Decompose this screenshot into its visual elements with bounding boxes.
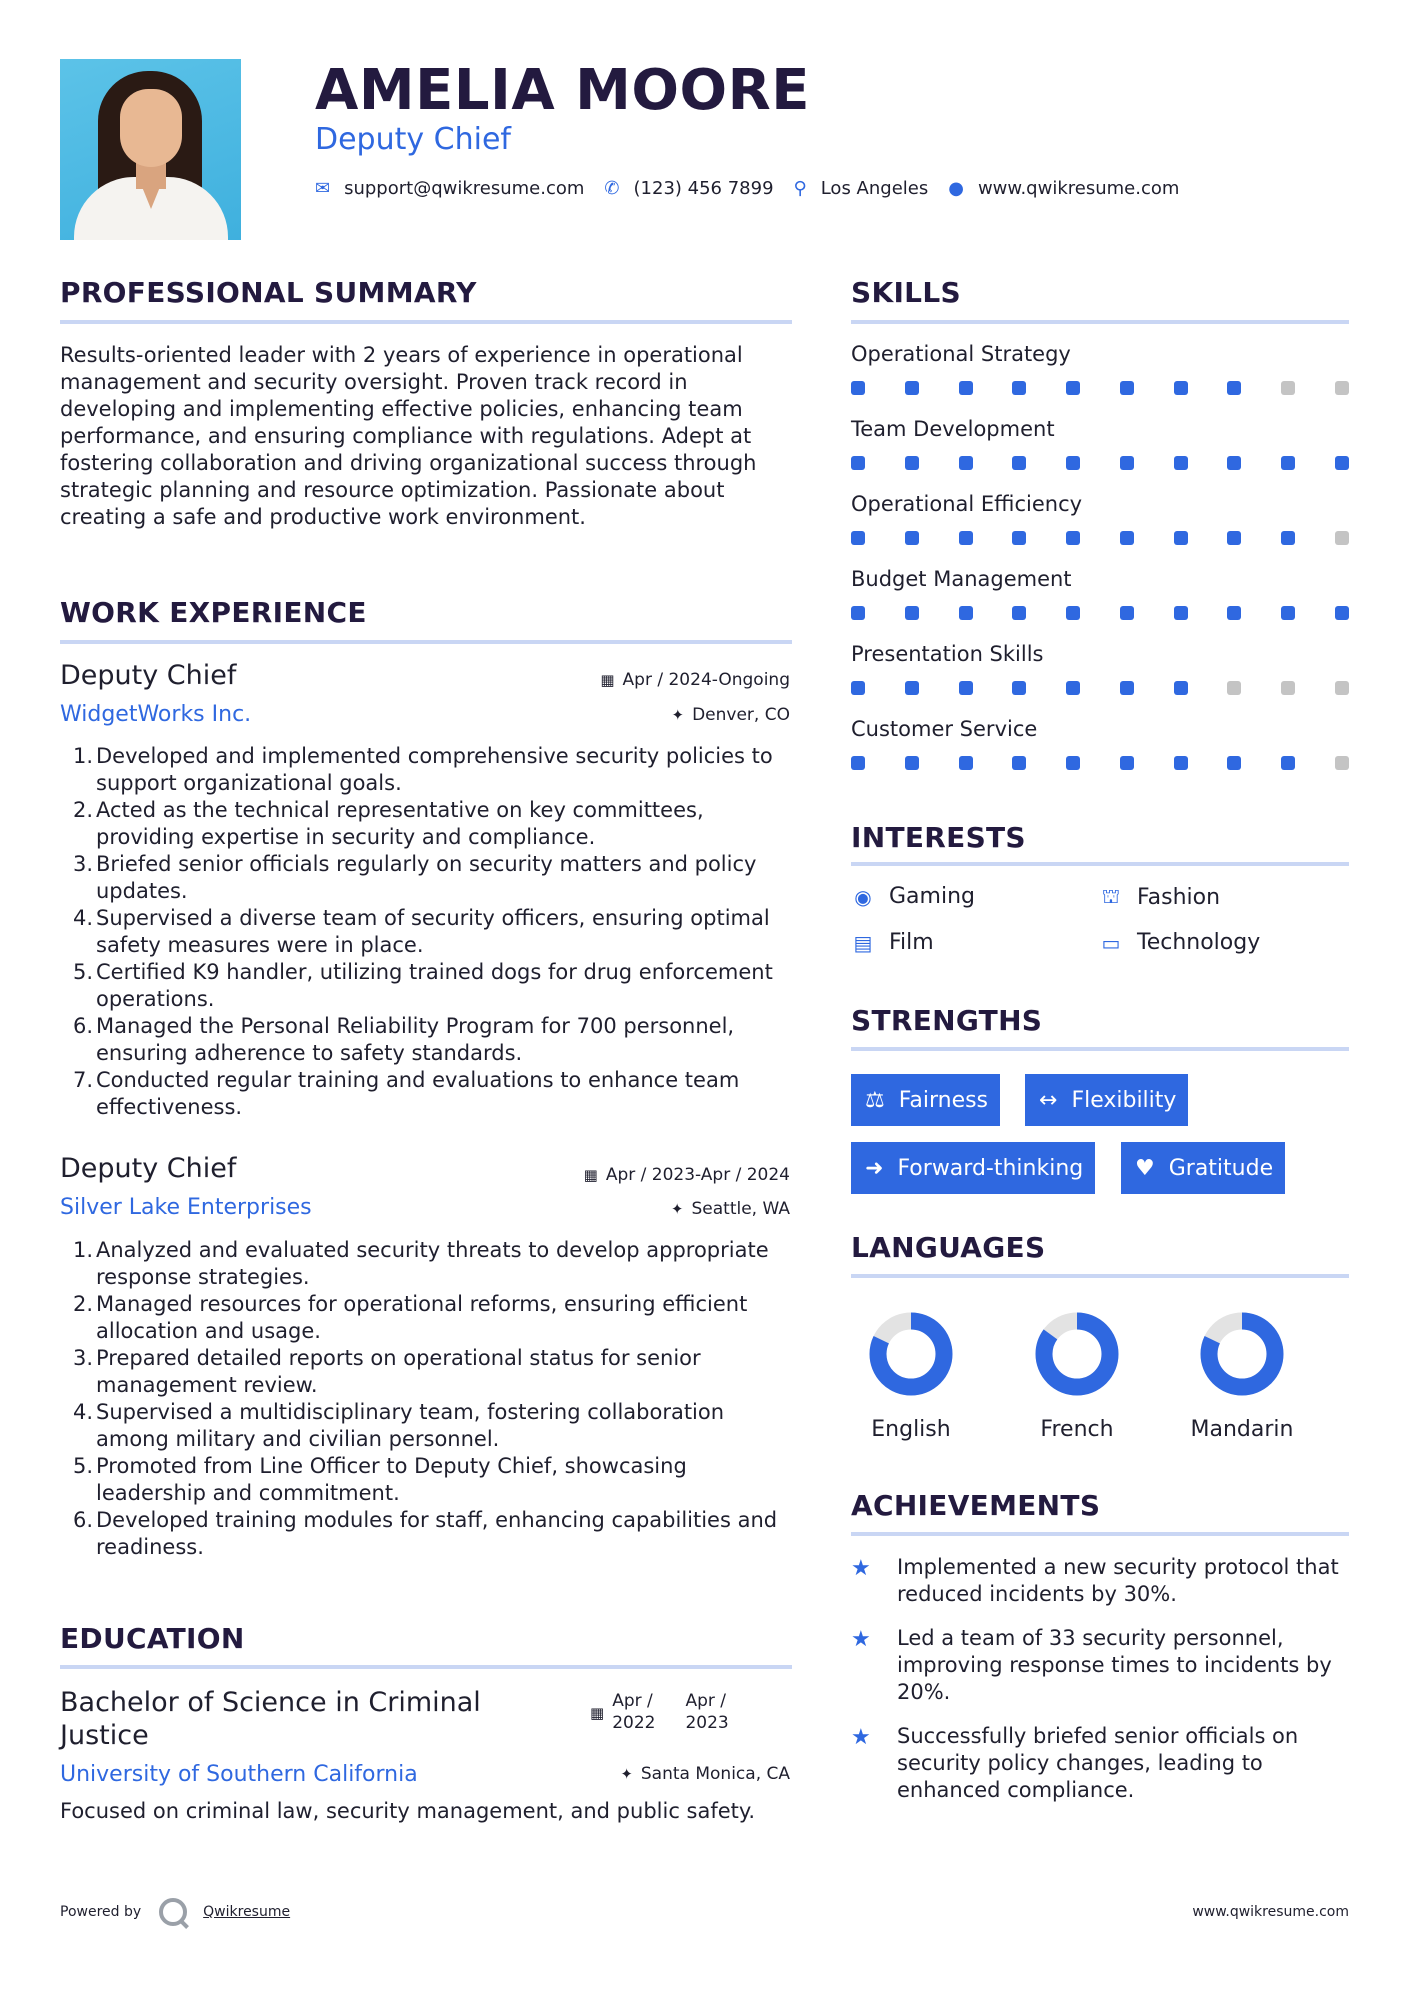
strengths-divider <box>851 1047 1349 1051</box>
skill-rating-dot <box>1066 756 1080 770</box>
skill-rating-dot <box>1174 606 1188 620</box>
skill-name: Presentation Skills <box>851 642 1044 666</box>
strength-chip <box>1025 1074 1188 1126</box>
job-bullets <box>78 743 794 1121</box>
skill-rating-dot <box>959 681 973 695</box>
laptop-icon: ▭ <box>1101 930 1121 955</box>
skill-rating-dot <box>1335 756 1349 770</box>
skill-rating-dot <box>1120 381 1134 395</box>
skill-rating <box>851 756 1349 770</box>
interests-heading: INTERESTS <box>851 821 1026 854</box>
skill-rating-dot <box>905 456 919 470</box>
skills-divider <box>851 320 1349 324</box>
candidate-name: AMELIA MOORE <box>315 58 810 123</box>
skill-rating-dot <box>1012 606 1026 620</box>
skill-rating <box>851 456 1349 470</box>
job-location: ✦ Denver, CO <box>671 705 790 725</box>
skill-rating-dot <box>1066 606 1080 620</box>
languages-divider <box>851 1274 1349 1278</box>
achievement-item <box>851 1554 1349 1608</box>
skill-rating-dot <box>1174 531 1188 545</box>
skill-rating-dot <box>1174 381 1188 395</box>
arrow-right-icon: ➜ <box>865 1155 884 1181</box>
skill-rating-dot <box>1012 381 1026 395</box>
language-proficiency-ring <box>867 1310 955 1398</box>
star-icon: ★ <box>851 1627 871 1652</box>
strength-label: Fairness <box>898 1087 989 1113</box>
job-dates: ▦ Apr / 2024-Ongoing <box>600 670 790 690</box>
skill-rating-dot <box>851 606 865 620</box>
work-heading: WORK EXPERIENCE <box>60 596 367 629</box>
skill-rating-dot <box>1227 681 1241 695</box>
summary-heading: PROFESSIONAL SUMMARY <box>60 276 477 309</box>
list-item: Developed and implemented comprehensive security policies to support organizational goals. <box>96 744 773 795</box>
calendar-icon: ▦ <box>590 1704 605 1722</box>
shopping-bag-icon: ⛫ <box>1101 884 1121 908</box>
skill-rating-dot <box>1120 681 1134 695</box>
skill-rating <box>851 606 1349 620</box>
gamepad-icon: ◉ <box>854 884 872 909</box>
interest-item <box>1099 884 1220 911</box>
achievements-heading: ACHIEVEMENTS <box>851 1489 1101 1522</box>
skill-name: Operational Strategy <box>851 342 1071 366</box>
skill-rating-dot <box>959 456 973 470</box>
job-title: Deputy Chief <box>60 660 237 691</box>
skill-item <box>851 415 1349 470</box>
job-company: Silver Lake Enterprises <box>60 1195 312 1220</box>
map-pin-icon: ⚲ <box>793 178 807 199</box>
heart-icon: ♥ <box>1135 1155 1155 1181</box>
skill-rating-dot <box>1174 456 1188 470</box>
skill-rating-dot <box>1281 606 1295 620</box>
list-item: Analyzed and evaluated security threats to develop appropriate response strategies. <box>96 1238 769 1289</box>
language-proficiency-ring <box>1198 1310 1286 1398</box>
skill-rating-dot <box>905 531 919 545</box>
skill-rating-dot <box>1281 756 1295 770</box>
skill-rating-dot <box>851 756 865 770</box>
skill-rating-dot <box>851 531 865 545</box>
interests-divider <box>851 862 1349 866</box>
skill-rating-dot <box>1120 531 1134 545</box>
job-location: ✦ Seattle, WA <box>670 1199 790 1219</box>
list-item: Promoted from Line Officer to Deputy Chief, showcasing leadership and commitment. <box>96 1454 687 1505</box>
language-item <box>1007 1310 1147 1444</box>
skill-rating-dot <box>1335 606 1349 620</box>
calendar-icon: ▦ <box>583 1166 598 1184</box>
skill-rating-dot <box>1012 756 1026 770</box>
education-dates: ▦ Apr / 2022 Apr / 2023 <box>590 1691 729 1733</box>
list-item: Prepared detailed reports on operational status for senior management review. <box>96 1346 701 1397</box>
skills-heading: SKILLS <box>851 276 961 309</box>
skill-rating-dot <box>1335 531 1349 545</box>
skill-rating <box>851 381 1349 395</box>
school-name: University of Southern California <box>60 1762 418 1787</box>
job-dates: ▦ Apr / 2023-Apr / 2024 <box>583 1165 790 1185</box>
skill-rating-dot <box>851 381 865 395</box>
skill-rating-dot <box>905 756 919 770</box>
skill-item <box>851 340 1349 395</box>
skill-rating-dot <box>1120 606 1134 620</box>
skill-rating-dot <box>851 456 865 470</box>
achievement-text: Implemented a new security protocol that reduced incidents by 30%. <box>897 1555 1339 1606</box>
education-location: ✦ Santa Monica, CA <box>620 1764 790 1784</box>
skill-rating-dot <box>1120 456 1134 470</box>
strength-chip <box>851 1074 1000 1126</box>
star-icon: ★ <box>851 1556 871 1581</box>
interest-label: Fashion <box>1137 885 1221 910</box>
skill-rating-dot <box>1066 531 1080 545</box>
list-item: Managed the Personal Reliability Program for 700 personnel, ensuring adherence to safety standards. <box>96 1014 735 1065</box>
interest-label: Film <box>889 930 934 955</box>
footer-powered-by: Powered by Qwikresume <box>60 1898 290 1926</box>
education-divider <box>60 1665 792 1669</box>
skill-rating-dot <box>1227 381 1241 395</box>
interest-label: Technology <box>1137 930 1261 955</box>
skill-name: Team Development <box>851 417 1055 441</box>
achievements-divider <box>851 1532 1349 1536</box>
skill-rating-dot <box>1335 681 1349 695</box>
skill-rating-dot <box>959 756 973 770</box>
languages-heading: LANGUAGES <box>851 1231 1046 1264</box>
education-heading: EDUCATION <box>60 1622 245 1655</box>
skill-rating-dot <box>959 381 973 395</box>
phone-icon: ✆ <box>604 178 620 199</box>
language-label: Mandarin <box>1190 1417 1294 1442</box>
skill-rating-dot <box>1227 531 1241 545</box>
strength-label: Gratitude <box>1168 1155 1274 1181</box>
list-item: Conducted regular training and evaluations to enhance team effectiveness. <box>96 1068 740 1119</box>
interest-item <box>851 930 934 955</box>
skill-rating-dot <box>1281 531 1295 545</box>
skill-rating-dot <box>1335 381 1349 395</box>
degree-title: Bachelor of Science in Criminal Justice <box>60 1687 481 1751</box>
skill-rating-dot <box>1066 381 1080 395</box>
pushpin-icon: ✦ <box>620 1765 633 1783</box>
skill-rating-dot <box>1012 531 1026 545</box>
job-bullets <box>78 1237 794 1561</box>
skill-rating-dot <box>1281 456 1295 470</box>
work-divider <box>60 640 792 644</box>
contact-website[interactable]: ● www.qwikresume.com <box>948 178 1180 199</box>
skill-item <box>851 640 1349 695</box>
list-item: Acted as the technical representative on key committees, providing expertise in security and compliance. <box>96 798 704 849</box>
skill-name: Budget Management <box>851 567 1072 591</box>
skill-rating-dot <box>851 681 865 695</box>
footer-website[interactable]: www.qwikresume.com <box>1192 1904 1349 1920</box>
skill-rating <box>851 681 1349 695</box>
skill-rating-dot <box>905 681 919 695</box>
arrows-horizontal-icon: ↔ <box>1039 1087 1058 1113</box>
skill-rating-dot <box>1281 381 1295 395</box>
contact-location: ⚲ Los Angeles <box>793 178 929 199</box>
skill-item <box>851 565 1349 620</box>
skill-rating-dot <box>1227 456 1241 470</box>
skill-rating-dot <box>1012 681 1026 695</box>
list-item: Developed training modules for staff, enhancing capabilities and readiness. <box>96 1508 778 1559</box>
achievement-text: Led a team of 33 security personnel, improving response times to incidents by 20%. <box>897 1626 1332 1704</box>
film-icon: ▤ <box>853 930 873 955</box>
skill-rating-dot <box>1227 756 1241 770</box>
skill-rating-dot <box>1174 756 1188 770</box>
job-title: Deputy Chief <box>60 1153 237 1184</box>
contact-phone[interactable]: ✆ (123) 456 7899 <box>604 178 774 199</box>
summary-text: Results-oriented leader with 2 years of experience in operational management and security oversight. Proven track record in developing and implementing effective policies, enhancing team performance, and ensuring compliance with regulations. Adept at fostering collaboration and driving organizational success through strategic planning and resource optimization. Passionate about creating a safe and productive work environment. <box>60 343 757 529</box>
balance-scale-icon: ⚖ <box>865 1087 885 1113</box>
strengths-heading: STRENGTHS <box>851 1004 1043 1037</box>
list-item: Supervised a diverse team of security officers, ensuring optimal safety measures were in place. <box>96 906 770 957</box>
star-icon: ★ <box>851 1725 871 1750</box>
achievement-item <box>851 1723 1349 1804</box>
calendar-icon: ▦ <box>600 671 615 689</box>
pushpin-icon: ✦ <box>671 706 685 724</box>
strength-chip <box>851 1142 1095 1194</box>
strength-label: Flexibility <box>1071 1087 1177 1113</box>
globe-icon: ● <box>948 178 964 199</box>
summary-divider <box>60 320 792 324</box>
skill-item <box>851 490 1349 545</box>
language-proficiency-ring <box>1033 1310 1121 1398</box>
skill-rating-dot <box>905 381 919 395</box>
pushpin-icon: ✦ <box>670 1200 684 1218</box>
skill-rating-dot <box>1012 456 1026 470</box>
skill-rating-dot <box>1066 681 1080 695</box>
interest-label: Gaming <box>889 884 975 909</box>
interest-item <box>851 884 975 909</box>
candidate-title: Deputy Chief <box>315 122 511 157</box>
job-company: WidgetWorks Inc. <box>60 702 252 727</box>
skill-name: Operational Efficiency <box>851 492 1083 516</box>
interest-item <box>1099 930 1260 955</box>
list-item: Supervised a multidisciplinary team, fostering collaboration among military and civilian personnel. <box>96 1400 725 1451</box>
skill-name: Customer Service <box>851 717 1038 741</box>
skill-rating-dot <box>959 606 973 620</box>
skill-rating-dot <box>905 606 919 620</box>
list-item: Managed resources for operational reforms, ensuring efficient allocation and usage. <box>96 1292 748 1343</box>
language-label: French <box>1040 1417 1114 1442</box>
skill-rating-dot <box>1335 456 1349 470</box>
skill-rating-dot <box>1281 681 1295 695</box>
list-item: Briefed senior officials regularly on security matters and policy updates. <box>96 852 757 903</box>
achievement-item <box>851 1625 1349 1706</box>
skill-rating-dot <box>1174 681 1188 695</box>
language-label: English <box>871 1417 951 1442</box>
skill-rating-dot <box>1066 456 1080 470</box>
skill-rating-dot <box>1120 756 1134 770</box>
strength-chip <box>1121 1142 1285 1194</box>
achievement-text: Successfully briefed senior officials on security policy changes, leading to enhanced compliance. <box>897 1724 1299 1802</box>
language-item <box>1172 1310 1312 1444</box>
skill-rating <box>851 531 1349 545</box>
qwikresume-logo-icon <box>159 1898 187 1926</box>
contact-email[interactable]: ✉ support@qwikresume.com <box>315 178 585 199</box>
list-item: Certified K9 handler, utilizing trained dogs for drug enforcement operations. <box>96 960 773 1011</box>
contact-bar <box>315 178 1199 199</box>
profile-photo <box>60 59 241 240</box>
language-item <box>841 1310 981 1444</box>
envelope-icon: ✉ <box>315 178 331 199</box>
skill-rating-dot <box>959 531 973 545</box>
qwikresume-link[interactable]: Qwikresume <box>203 1904 291 1920</box>
strength-label: Forward-thinking <box>897 1155 1084 1181</box>
skill-item <box>851 715 1349 770</box>
education-description: Focused on criminal law, security management, and public safety. <box>60 1799 756 1823</box>
skill-rating-dot <box>1227 606 1241 620</box>
